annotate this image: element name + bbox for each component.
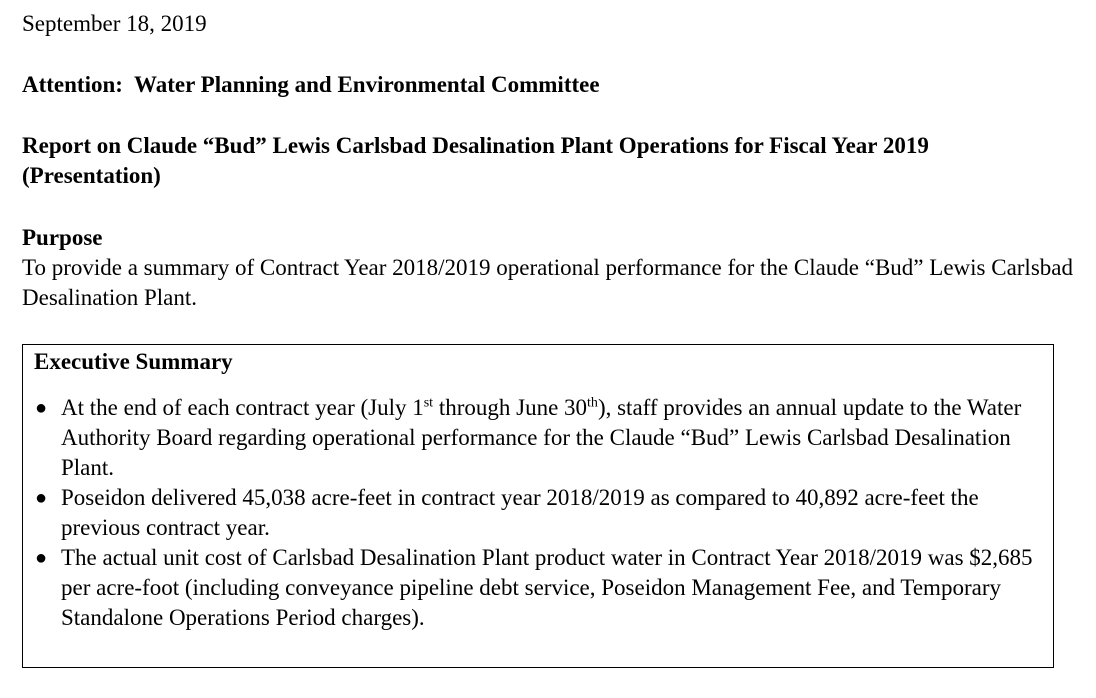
summary-item-unit-cost (23, 543, 1055, 633)
purpose-heading: Purpose (22, 225, 103, 250)
summary-item-text-part: ), staff provides an annual update to the Water Authority Board regarding operational performance for the Claude “Bud” Lewis Carlsbad Desalination Plant. (61, 395, 1022, 480)
memo-date: September 18, 2019 (22, 11, 207, 36)
executive-summary-list (23, 393, 1055, 633)
summary-item-text-part: At the end of each contract year (July 1 (61, 395, 424, 420)
summary-item-text (61, 393, 1056, 483)
bullet-icon: ● (35, 397, 48, 419)
executive-summary-heading: Executive Summary (34, 349, 233, 374)
executive-summary-box (22, 344, 1054, 668)
summary-item-text: The actual unit cost of Carlsbad Desalination Plant product water in Contract Year 2018/2019 was $2,685 per acre-foot (including conveyance pipeline debt service, Poseidon Management Fee, and Temporary Standalone Operations Period charges). (61, 545, 1033, 630)
summary-item-text: Poseidon delivered 45,038 acre-feet in contract year 2018/2019 as compared to 40,892 acre-feet the previous contract year. (61, 485, 979, 540)
ordinal-suffix: th (587, 395, 598, 411)
summary-item-text-part: through June 30 (433, 395, 588, 420)
ordinal-suffix: st (423, 395, 434, 411)
report-title: Report on Claude “Bud” Lewis Carlsbad Desalination Plant Operations for Fiscal Year 2019 (Presentation) (22, 133, 929, 188)
purpose-text: To provide a summary of Contract Year 2018/2019 operational performance for the Claude “Bud” Lewis Carlsbad Desalination Plant. (22, 255, 1073, 310)
summary-item-deliveries (23, 483, 1055, 543)
bullet-icon: ● (35, 547, 48, 569)
bullet-icon: ● (35, 487, 48, 509)
attention-line: Attention: Water Planning and Environmental Committee (22, 72, 600, 97)
summary-item-annual-update (23, 393, 1055, 483)
